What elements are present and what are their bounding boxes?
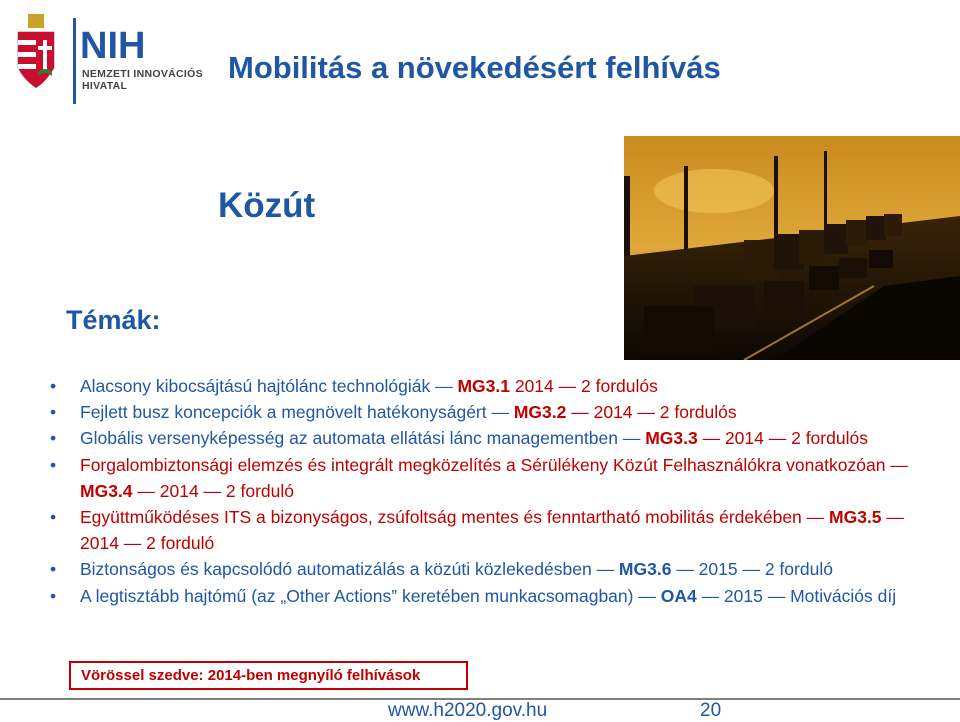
item-text: Fejlett busz koncepciók a megnövelt hatékonyságért — xyxy=(80,402,514,423)
item-code: MG3.4 xyxy=(80,480,133,501)
page-title: Mobilitás a növekedésért felhívás xyxy=(228,50,721,85)
list-item xyxy=(50,373,945,399)
item-code: OA4 xyxy=(660,585,697,606)
topics-label: Témák: xyxy=(66,305,161,335)
list-item xyxy=(50,556,945,582)
item-text: Globális versenyképesség az automata ellátási lánc managementben — xyxy=(80,428,646,449)
item-code: MG3.5 xyxy=(829,507,882,528)
list-item xyxy=(50,425,945,451)
item-tail: — 2015 — Motivációs díj xyxy=(696,585,897,606)
nih-subtitle xyxy=(82,68,203,92)
item-code: MG3.1 xyxy=(457,376,510,396)
traffic-jam-photo xyxy=(624,136,960,360)
item-tail: — 2014 — 2 fordulós xyxy=(697,428,868,449)
list-item xyxy=(50,452,945,504)
item-text: Biztonságos és kapcsolódó automatizálás a közúti közlekedésben — xyxy=(80,559,619,580)
item-text: Alacsony kibocsájtású hajtólánc technológiák — xyxy=(80,376,458,396)
section-title: Közút xyxy=(218,186,316,225)
item-text: Együttműködéses ITS a bizonyságos, zsúfoltság mentes és fenntartható mobilitás érdekében — xyxy=(80,507,830,528)
item-code: MG3.2 xyxy=(513,402,567,423)
item-code: MG3.6 xyxy=(618,559,672,580)
item-text: Forgalombiztonsági elemzés és integrált megközelítés a Sérülékeny Közút Felhasználókra vonatkozóan — xyxy=(80,454,908,475)
nih-subtitle-line1: NEMZETI INNOVÁCIÓS xyxy=(82,68,203,80)
legend-box xyxy=(69,661,468,690)
logo-area xyxy=(10,10,210,100)
item-tail: — 2014 — 2 fordulós xyxy=(566,402,737,423)
legend-text: Vörössel szedve: 2014-ben megnyíló felhívások xyxy=(81,667,421,684)
list-item xyxy=(50,504,945,556)
nih-subtitle-line2: HIVATAL xyxy=(82,80,128,92)
item-text: A legtisztább hajtómű (az „Other Actions” keretében munkacsomagban) — xyxy=(80,585,661,606)
coat-of-arms-icon xyxy=(14,14,58,96)
item-tail: 2014 — 2 fordulós xyxy=(509,376,658,396)
topics-list xyxy=(50,373,945,609)
list-item xyxy=(50,399,945,425)
item-tail: — 2015 — 2 forduló xyxy=(671,559,833,580)
list-item xyxy=(50,583,945,609)
footer-url[interactable]: www.h2020.gov.hu xyxy=(388,700,548,721)
nih-logo-text: NIH xyxy=(80,25,146,64)
nih-logo-icon xyxy=(80,24,200,64)
logo-divider xyxy=(73,18,76,104)
item-tail: — 2014 — 2 forduló xyxy=(132,480,295,501)
page-number: 20 xyxy=(700,700,722,721)
item-code: MG3.3 xyxy=(645,428,698,449)
item-tail: — 2014 — 2 forduló xyxy=(80,507,904,554)
